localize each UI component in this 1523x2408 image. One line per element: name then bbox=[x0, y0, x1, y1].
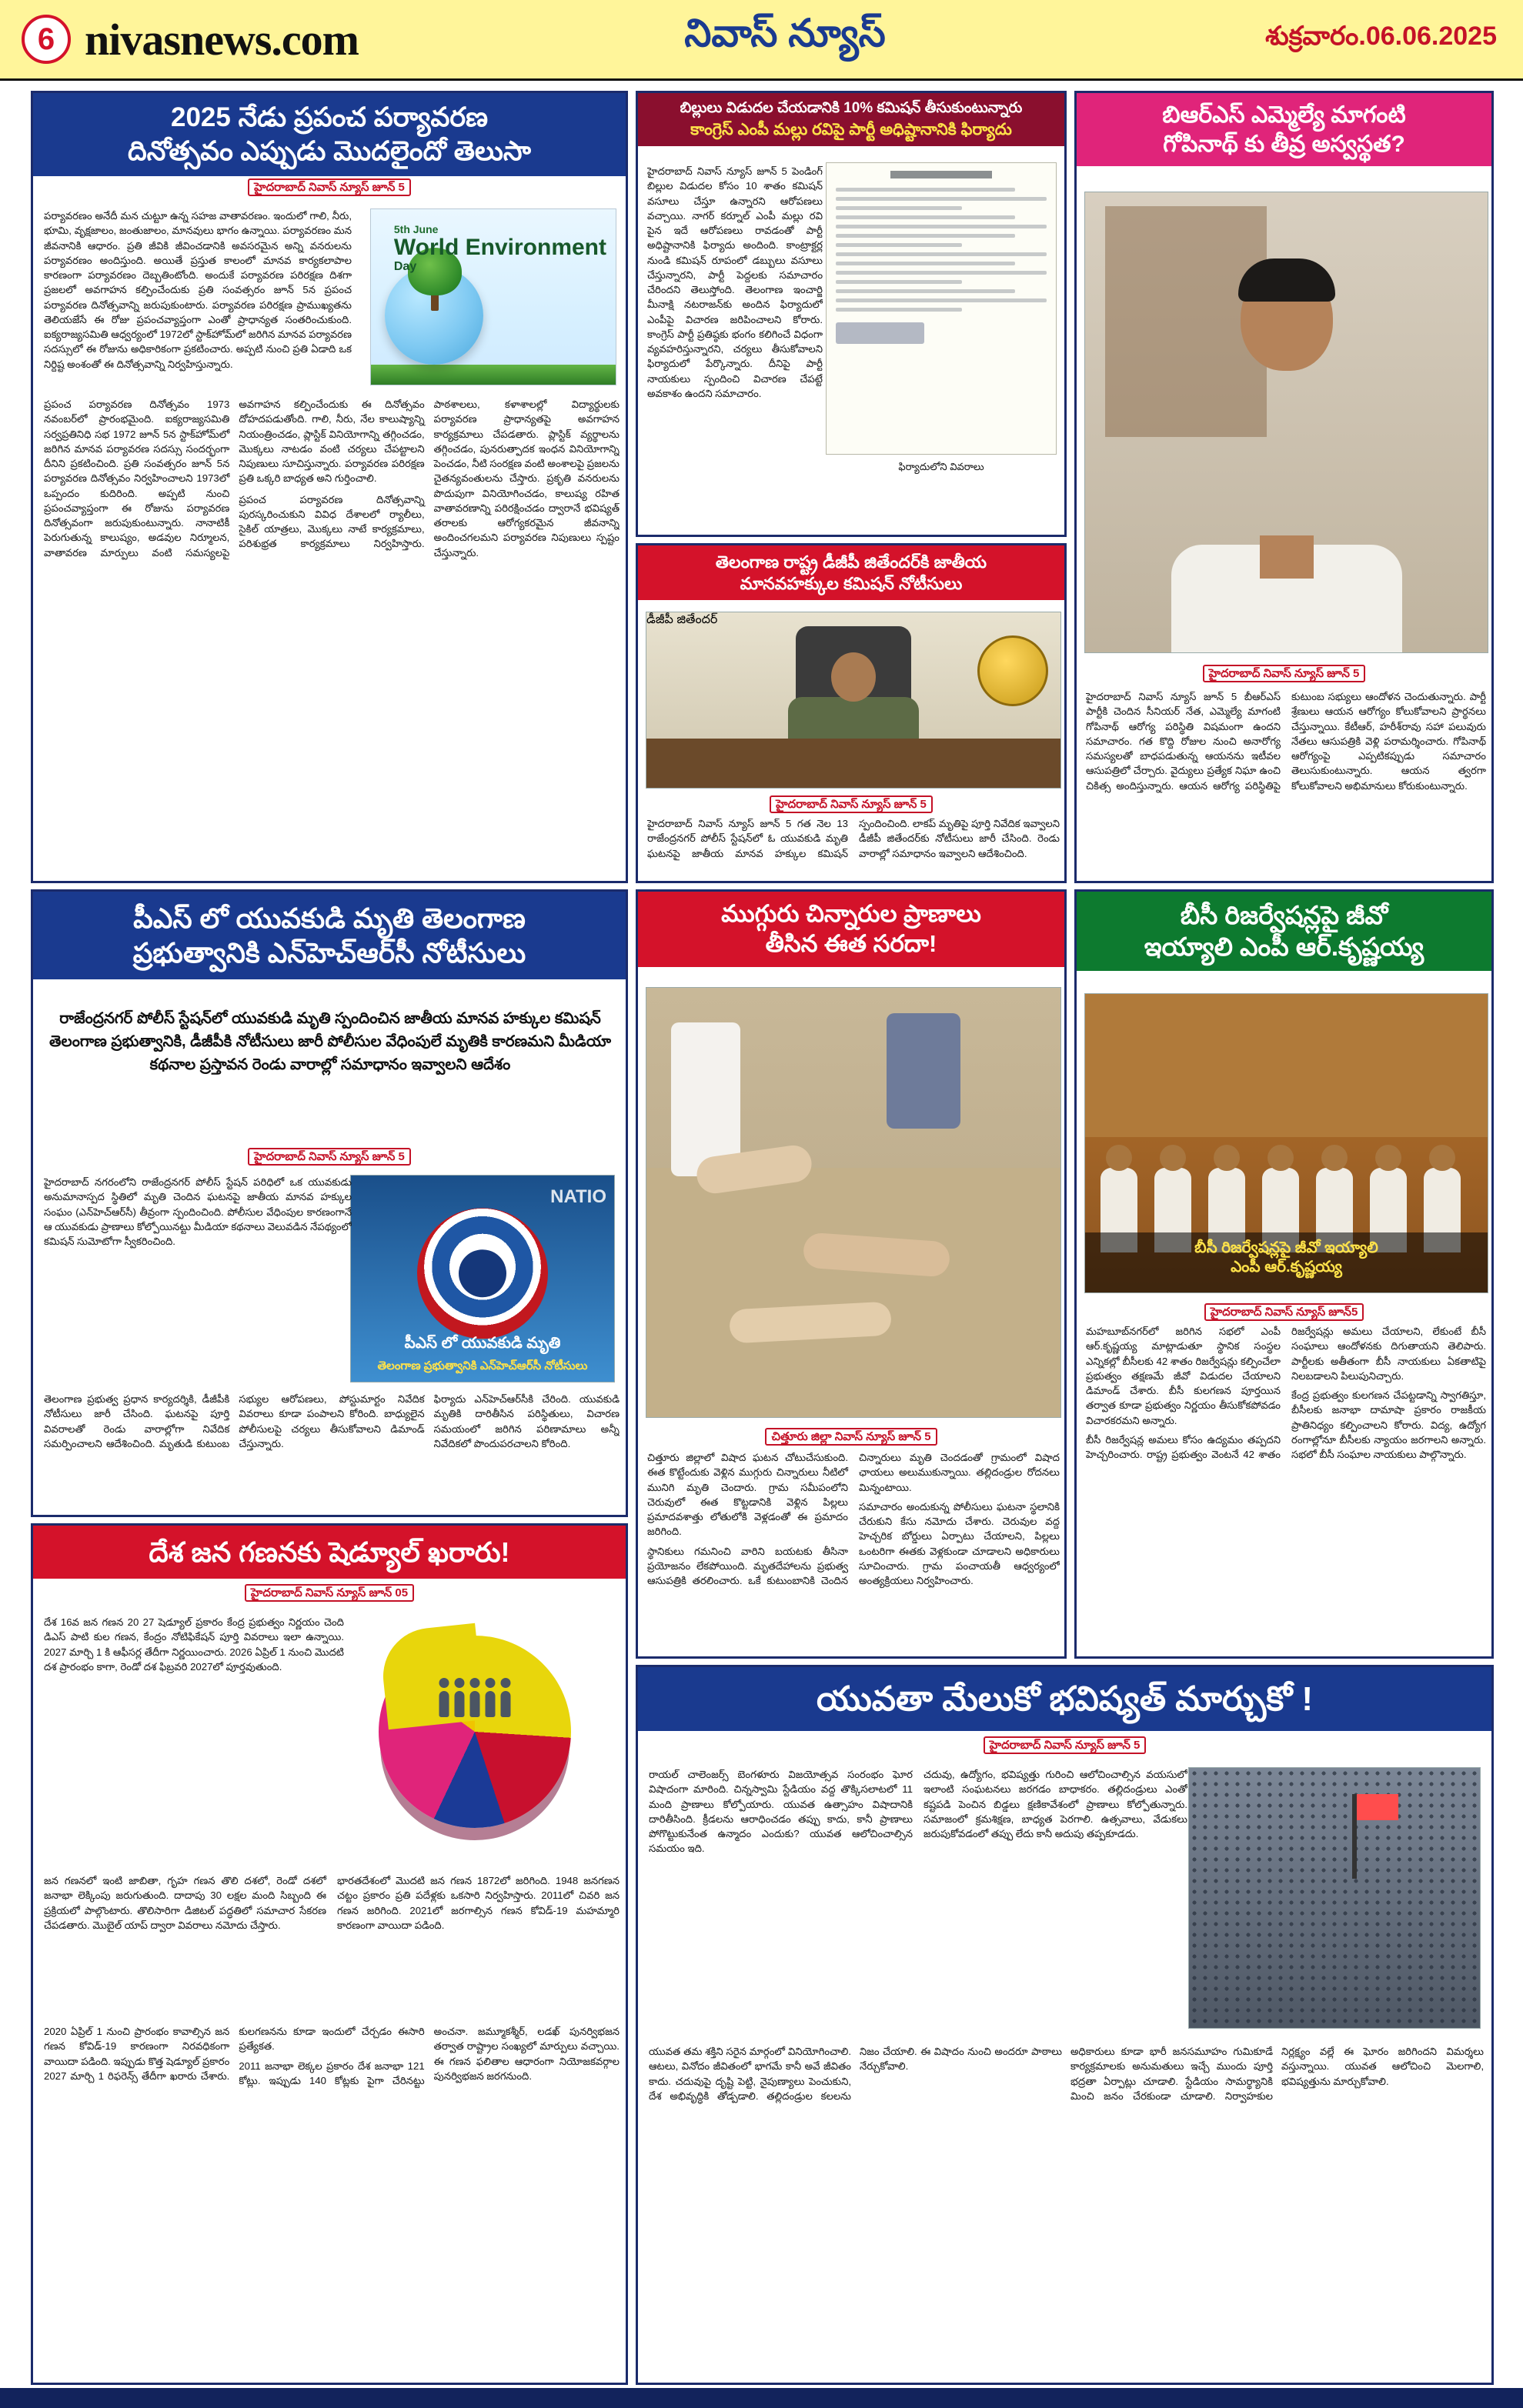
story-census-schedule bbox=[31, 1523, 628, 2385]
youth-body-col1: రాయల్ చాలెంజర్స్ బెంగళూరు విజయోత్సవ సంరంభం ఘోర విషాదంగా మారింది. చిన్నస్వామి స్టేడియం వద్ద తొక్కిసలాటలో 11 మంది ప్రాణాలు కోల్పోయారు. యువత ఉత్సాహం విషాదానికి దారితీసింది. క్రీడలను ఆరాధించడం తప్పు కాదు, కానీ ప్రాణాలు పోగొట్టుకునేంత ఉన్మాదం ఎందుకు? యువత ఆలోచించాల్సిన సమయం ఇది. bbox=[649, 1769, 913, 1855]
mla-headline-line1: బిఆర్ఎస్ ఎమ్మెల్యే మాగంటి bbox=[1162, 102, 1406, 128]
people-icons bbox=[439, 1691, 511, 1717]
graphic-title: World Environment bbox=[393, 235, 606, 260]
drown-headline-line1: ముగ్గురు చిన్నారుల ప్రాణాలు bbox=[721, 900, 981, 927]
nhrc-headline-line1: పీఎస్ లో యువకుడి మృతి తెలంగాణ bbox=[133, 902, 526, 934]
byline: హైదరాబాద్ నివాస్ న్యూస్ జూన్ 05 bbox=[33, 1586, 626, 1603]
story-children-drowned bbox=[636, 889, 1067, 1659]
bc-body-col2: బీసీ రిజర్వేషన్ల అమలు కోసం ఉద్యమం తప్పదని హెచ్చరించారు. రాష్ట్ర ప్రభుత్వం వెంటనే 42 శాతం రిజర్వేషన్లు అమలు చేయాలని, లేకుంటే బీసీ సంఘాలు ఆందోళనకు దిగుతాయని తెలిపారు. పార్టీలకు అతీతంగా బీసీ నాయకులు ఏకతాటిపై నిలబడాలని పిలుపునిచ్చారు. bbox=[1086, 1326, 1486, 1461]
youth-body-col3: యువత తమ శక్తిని సరైన మార్గంలో వినియోగించాలి. ఆటలు, వినోదం జీవితంలో భాగమే కానీ అవే జీవితం కాదు. చదువుపై దృష్టి పెట్టి, నైపుణ్యాలు పెంచుకుని, దేశ అభివృద్ధికి తోడ్పడాలి. తల్లిదండ్రుల కలలను నిజం చేయాలి. ఈ విషాదం నుంచి అందరూ పాఠాలు నేర్చుకోవాలి. bbox=[649, 2046, 1062, 2102]
paper-title: నివాస్ న్యూస్ bbox=[684, 12, 886, 55]
drown-body-col3: సమాచారం అందుకున్న పోలీసులు ఘటనా స్థలానికి చేరుకుని కేసు నమోదు చేశారు. చెరువుల వద్ద హెచ్చరిక బోర్డులు ఏర్పాటు చేయాలని, పిల్లలు ఒంటరిగా ఈతకు వెళ్లకుండా చూడాలని అధికారులు సూచించారు. గ్రామ పంచాయతీ ఆధ్వర్యంలో అంత్యక్రియలు నిర్వహించారు. bbox=[859, 1500, 1060, 1587]
byline: హైదరాబాద్ నివాస్ న్యూస్ జూన్ 5 bbox=[1077, 667, 1491, 683]
story-congress-mp-complaint bbox=[636, 91, 1067, 537]
masthead bbox=[0, 0, 1523, 81]
census-body-col2: జన గణనలో ఇంటి జాబితా, గృహ గణన తొలి దశలో, రెండో దశలో జనాభా లెక్కింపు జరుగుతుంది. దాదాపు 30 లక్షల మంది సిబ్బంది ఈ ప్రక్రియలో పాల్గొంటారు. తొలిసారిగా డిజిటల్ పద్ధతిలో సమాచార సేకరణ చేపడతారు. మొబైల్ యాప్ ద్వారా వివరాలు నమోదు చేస్తారు. bbox=[44, 1875, 326, 1931]
pie-shape bbox=[379, 1636, 571, 1828]
bc-headline-line1: బీసీ రిజర్వేషన్లపై జీవో bbox=[1180, 901, 1388, 929]
census-body-col4: 2020 ఏప్రిల్ 1 నుంచి ప్రారంభం కావాల్సిన జన గణన కోవిడ్-19 కారణంగా నిరవధికంగా వాయిదా పడింది. ఇప్పుడు కొత్త షెడ్యూల్ ప్రకారం 2027 మార్చి 1 రిఫరెన్స్ తేదీగా ఖరారు చేశారు. కులగణనను కూడా ఇందులో చేర్చడం ఈసారి ప్రత్యేకత. bbox=[44, 2026, 425, 2082]
graphic-subtitle: Day bbox=[393, 259, 417, 273]
byline: హైదరాబాద్ నివాస్ న్యూస్ జూన్ 5 bbox=[33, 1150, 626, 1166]
logo-main-text: పీఎస్ లో యువకుడి మృతి bbox=[404, 1335, 561, 1352]
nhrc-logo-photo bbox=[350, 1175, 615, 1382]
bc-meeting-photo bbox=[1084, 993, 1488, 1293]
census-pie-chart bbox=[336, 1615, 613, 1869]
byline: హైదరాబాద్ నివాస్ న్యూస్ జూన్ 5 bbox=[33, 181, 626, 197]
byline: చిత్తూరు జిల్లా నివాస్ న్యూస్ జూన్ 5 bbox=[638, 1430, 1064, 1446]
byline: హైదరాబాద్ నివాస్ న్యూస్ జూన్5 bbox=[1077, 1306, 1491, 1322]
env-headline-line2: దినోత్సవం ఎప్పుడు మొదలైందో తెలుసా bbox=[128, 135, 531, 166]
census-body-col3: భారతదేశంలో మొదటి జన గణన 1872లో జరిగింది. 1948 జనగణన చట్టం ప్రకారం ప్రతి పదేళ్లకు ఒకసారి నిర్వహిస్తారు. 2011లో చివరి జన గణన జరిగింది. 2021లో జరగాల్సిన గణన కోవిడ్-19 మహమ్మారి కారణంగా వాయిదా పడింది. bbox=[337, 1875, 620, 1931]
dgp-body: హైదరాబాద్ నివాస్ న్యూస్ జూన్ 5 గత నెల 13 రాజేంద్రనగర్ పోలీస్ స్టేషన్‌లో ఓ యువకుడి మృతి ఘటనపై జాతీయ మానవ హక్కుల కమిషన్ స్పందించింది. లాకప్ మృతిపై పూర్తి నివేదిక ఇవ్వాలని డీజీపీ జితేందర్‌కు నోటీసులు జారీ చేసింది. రెండు వారాల్లో సమాధానం ఇవ్వాలని ఆదేశించింది. bbox=[647, 818, 1060, 859]
nhrc-body-tail: ఫిర్యాదు ఎన్‌హెచ్‌ఆర్‌సీకి చేరింది. యువకుడి మృతికి దారితీసిన పరిస్థితులు, విచారణ సమయంలో జరిగిన పరిణామాలు అన్నీ నివేదికలో పొందుపరచాలని కోరింది. bbox=[433, 1393, 620, 1449]
story-dgp-nhrc-notice bbox=[636, 543, 1067, 883]
drown-body-col2: స్థానికులు గమనించి వారిని బయటకు తీసినా ప్రయోజనం లేకపోయింది. మృతదేహాలను ప్రభుత్వ ఆసుపత్రికి తరలించారు. ఒకే కుటుంబానికి చెందిన చిన్నారులు మృతి చెందడంతో గ్రామంలో విషాద ఛాయలు అలుముకున్నాయి. తల్లిదండ్రుల రోదనలు మిన్నంటాయి. bbox=[647, 1452, 1060, 1587]
mla-headline-line2: గోపినాథ్ కు తీవ్ర అస్వస్థత? bbox=[1163, 131, 1405, 157]
footer-bar bbox=[0, 2388, 1523, 2408]
youth-body-col4: అధికారులు కూడా భారీ జనసమూహం గుమికూడే కార్యక్రమాలకు అనుమతులు ఇచ్చే ముందు పూర్తి భద్రతా ఏర్పాట్లు చూడాలి. స్టేడియం సామర్థ్యానికి మించి జనం చేరకుండా చూడాలి. నిర్వాహకుల నిర్లక్ష్యం వల్లే ఈ ఘోరం జరిగిందని విమర్శలు వస్తున్నాయి. యువత ఆలోచించి మెలగాలి, భవిష్యత్తును మార్చుకోవాలి. bbox=[1070, 2046, 1484, 2102]
nhrc-body-col2: తెలంగాణ ప్రభుత్వ ప్రధాన కార్యదర్శికి, డీజీపీకి నోటీసులు జారీ చేసింది. ఘటనపై పూర్తి వివరాలతో రెండు వారాల్లోగా నివేదిక సమర్పించాలని ఆదేశించింది. మృతుడి కుటుంబ సభ్యుల ఆరోపణలు, పోస్టుమార్టం నివేదిక వివరాలు కూడా పంపాలని కోరింది. బాధ్యులైన పోలీసులపై చర్యలు తీసుకోవాలని డిమాండ్ చేస్తున్నారు. bbox=[44, 1393, 425, 1449]
bc-headline-line2: ఇయ్యాలి ఎంపీ ఆర్.కృష్ణయ్య bbox=[1144, 932, 1424, 962]
nhrc-body-col1: హైదరాబాద్ నగరంలోని రాజేంద్రనగర్ పోలీస్ స్టేషన్ పరిధిలో ఒక యువకుడు అనుమానాస్పద స్థితిలో మృతి చెందిన ఘటనపై జాతీయ మానవ హక్కుల సంఘం (ఎన్‌హెచ్‌ఆర్‌సీ) తీవ్రంగా స్పందించింది. పోలీసుల వేధింపుల కారణంగానే ఆ యువకుడు ప్రాణాలు కోల్పోయినట్టు మీడియా కథనాలు వెలువడిన నేపథ్యంలో కమిషన్ సుమోటోగా స్వీకరించింది. bbox=[44, 1176, 352, 1248]
stadium-crowd-photo bbox=[1188, 1767, 1481, 2029]
site-name: nivasnews.com bbox=[85, 14, 359, 65]
dgp-headline-line2: మానవహక్కుల కమిషన్ నోటీసులు bbox=[740, 573, 963, 593]
youth-body-col2: చదువు, ఉద్యోగం, భవిష్యత్తు గురించి ఆలోచించాల్సిన వయసులో ఇలాంటి సంఘటనలు జరగడం బాధాకరం. తల్లిదండ్రులు ఎంతో కష్టపడి పెంచిన బిడ్డలు క్షణికావేశంలో ప్రాణాలు కోల్పోతున్నారు. సమాజంలో క్రమశిక్షణ, బాధ్యత పెరగాలి. ఉత్సవాలు, వేడుకలు జరుపుకోవడంలో తప్పు లేదు కానీ అదుపు తప్పకూడదు. bbox=[923, 1769, 1187, 1840]
byline: హైదరాబాద్ నివాస్ న్యూస్ జూన్ 5 bbox=[638, 798, 1064, 814]
bc-body-col3: కేంద్ర ప్రభుత్వం కులగణన చేపట్టడాన్ని స్వాగతిస్తూ, బీసీలకు జనాభా దామాషా ప్రకారం రాజకీయ ప్రాతినిధ్యం కల్పించాలని కోరారు. విద్య, ఉద్యోగ రంగాల్లోనూ బీసీలకు న్యాయం జరగాలని అన్నారు. సభలో బీసీ సంఘాల నాయకులు పాల్గొన్నారు. bbox=[1291, 1389, 1486, 1461]
env-headline-line1: 2025 నేడు ప్రపంచ పర్యావరణ bbox=[171, 102, 488, 132]
byline: హైదరాబాద్ నివాస్ న్యూస్ జూన్ 5 bbox=[638, 1739, 1491, 1755]
mla-body: హైదరాబాద్ నివాస్ న్యూస్ జూన్ 5 బీఆర్ఎస్ పార్టీకి చెందిన సీనియర్ నేత, ఎమ్మెల్యే మాగంటి గోపినాథ్ ఆరోగ్య పరిస్థితి విషమంగా ఉందని సమాచారం. గత కొద్ది రోజుల నుంచి అనారోగ్య సమస్యలతో బాధపడుతున్న ఆయనను ఇటీవల ఆసుపత్రిలో చేర్చారు. వైద్యులు ప్రత్యేక నిఘా ఉంచి చికిత్స అందిస్తున్నారు. ఆయన ఆరోగ్య పరిస్థితిపై కుటుంబ సభ్యులు ఆందోళన చెందుతున్నారు. పార్టీ శ్రేణులు ఆయన ఆరోగ్యం కోలుకోవాలని ప్రార్థనలు చేస్తున్నాయి. కేటీఆర్, హరీశ్‌రావు సహా పలువురు నేతలు ఆసుపత్రికి వెళ్లి పరామర్శించారు. గోపినాథ్ ఆరోగ్యంపై ఎప్పటికప్పుడు సమాచారం తెలుసుకుంటున్నారు. ఆయన త్వరగా కోలుకోవాలని అభిమానులు కోరుకుంటున్నారు. bbox=[1086, 691, 1486, 792]
photo-banner-text: బీసీ రిజర్వేషన్లపై జీవో ఇయ్యాలి ఎంపీ ఆర్.కృష్ణయ్య bbox=[1085, 1232, 1488, 1292]
dgp-photo bbox=[646, 612, 1061, 789]
graphic-date: 5th June bbox=[393, 223, 439, 235]
logo-sub-text: తెలంగాణ ప్రభుత్వానికి ఎన్‌హెచ్‌ఆర్‌సీ నోటీసులు bbox=[377, 1359, 588, 1372]
page-number-logo: 6 bbox=[22, 15, 71, 64]
nhrc-emblem-icon bbox=[417, 1208, 548, 1339]
signature-mark bbox=[836, 322, 924, 344]
census-body-col1: దేశ 16వ జన గణన 20 27 షెడ్యూల్ ప్రకారం కేంద్ర ప్రభుత్వం నిర్ణయం చెంది డిఎస్ పాటి కుల గణన, కేంద్రం నోటిఫికేషన్ పూర్తి వివరాలు ఇలా ఉన్నాయి. 2027 మార్చి 1 కి ఆఫీసర్ల తేదీగా నిర్ణయించారు. 2026 ఏప్రిల్ 1 నుంచి మొదటి దశ ప్రారంభం కాగా, రెండో దశ ఫిబ్రవరి 2027లో పూర్తవుతుంది. bbox=[44, 1616, 344, 1673]
photo-caption: డీజీపీ జితేందర్ bbox=[646, 613, 718, 626]
congress-body: హైదరాబాద్ నివాస్ న్యూస్ జూన్ 5 పెండింగ్ బిల్లుల విడుదల కోసం 10 శాతం కమిషన్ వసూలు చేస్తూ ఉన్నారని ఆరోపణలు వచ్చాయి. నాగర్ కర్నూల్ ఎంపీ మల్లు రవి పైన ఇదే ఆరోపణలు రావడంతో పార్టీ అధిష్టానానికి ఫిర్యాదు అందింది. కాంట్రాక్టర్ల నుండి కమిషన్ రూపంలో డబ్బులు వసూలు చేస్తున్నారని, పార్టీ పెద్దలకు సమాచారం చేరిందని తెలుస్తోంది. తెలంగాణ ఇంచార్జి మీనాక్షి నటరాజన్‌కు అందిన ఫిర్యాదులో ఎంపీపై విచారణ జరిపించాలని కోరారు. కాంగ్రెస్ పార్టీ ప్రతిష్ఠకు భంగం కలిగించే విధంగా వ్యవహరిస్తున్నారని, చర్యలు తీసుకోవాలని ఫిర్యాదులో పేర్కొన్నారు. దీనిపై పార్టీ నాయకులు స్పందించి విచారణ చేపట్టే అవకాశం ఉందని సమాచారం. bbox=[647, 165, 823, 399]
drowning-scene-photo bbox=[646, 987, 1061, 1418]
env-body-col2: ప్రపంచ పర్యావరణ దినోత్సవం 1973 నవంబర్‌లో ప్రారంభమైంది. ఐక్యరాజ్యసమితి సర్వప్రతినిధి సభ 1972 జూన్ 5న స్టాక్‌హోమ్‌లో జరిగిన మానవ పర్యావరణ సదస్సు సందర్భంగా దీనిని ప్రకటించింది. ప్రతి సంవత్సరం జూన్ 5న పర్యావరణ దినోత్సవం నిర్వహించాలని 1973లో ఒప్పందం కుదిరింది. అప్పటి నుంచి ప్రపంచవ్యాప్తంగా ఈ రోజును పర్యావరణ దినోత్సవంగా జరుపుకుంటున్నారు. నానాటికీ పెరుగుతున్న కాలుష్యం, అడవుల నిర్మూలన, వాతావరణ మార్పులు వంటి సమస్యలపై అవగాహన కల్పించేందుకు ఈ దినోత్సవం దోహదపడుతోంది. గాలి, నీరు, నేల కాలుష్యాన్ని నియంత్రించడం, ప్లాస్టిక్ వినియోగాన్ని తగ్గించడం, మొక్కలు నాటడం వంటి చర్యలు చేపట్టాలని నిపుణులు సూచిస్తున్నారు. పర్యావరణ పరిరక్షణ ప్రతి ఒక్కరి బాధ్యత అని గుర్తించాలి. bbox=[44, 399, 425, 559]
bc-body-col1: మహబూబ్‌నగర్‌లో జరిగిన సభలో ఎంపీ ఆర్.కృష్ణయ్య మాట్లాడుతూ స్థానిక సంస్థల ఎన్నికల్లో బీసీలకు 42 శాతం రిజర్వేషన్లు కల్పించేలా ప్రభుత్వం తక్షణమే జీవో విడుదల చేయాలని డిమాండ్ చేశారు. బీసీ కులగణన పూర్తయిన తర్వాత కూడా ప్రభుత్వం నిర్ణయం తీసుకోకపోవడం విచారకరమని అన్నారు. bbox=[1086, 1326, 1281, 1426]
env-body-intro: పర్యావరణం అనేదీ మన చుట్టూ ఉన్న సహజ వాతావరణం. ఇందులో గాలి, నీరు, భూమి, వృక్షజాలం, జంతుజాలం, మానవులు భాగం ఉన్నాయి. పర్యావరణం మన జీవనానికి ఆధారం. ప్రతి జీవికి జీవించడానికి అవసరమైన అన్ని వనరులను పర్యావరణం అందిస్తుంది. అయితే ప్రస్తుత కాలంలో మానవ కార్యకలాపాల కారణంగా పర్యావరణం దెబ్బతింటోంది. అందుకే పర్యావరణ పరిరక్షణ దిశగా ప్రజలలో అవగాహన కల్పించేందుకు ప్రతి సంవత్సరం జూన్ 5న ప్రపంచ పర్యావరణ దినోత్సవాన్ని జరుపుకుంటారు. పర్యావరణ పరిరక్షణ ప్రాముఖ్యతను తెలియజేసే ఈ రోజు ప్రపంచవ్యాప్తంగా ఎంతో ప్రాధాన్యత సంతరించుకుంది. ఐక్యరాజ్యసమితి ఆధ్వర్యంలో 1972లో స్టాక్‌హోమ్‌లో జరిగిన మానవ పర్యావరణ సదస్సులో ఈ రోజును అధికారికంగా ప్రకటించారు. అప్పటి నుంచి ప్రతి ఏడాది ఒక నిర్దిష్ట అంశంతో ఈ దినోత్సవాన్ని నిర్వహిస్తున్నారు. bbox=[44, 210, 352, 370]
drown-body-col1: చిత్తూరు జిల్లాలో విషాద ఘటన చోటుచేసుకుంది. ఈత కొట్టేందుకు వెళ్లిన ముగ్గురు చిన్నారులు నీటిలో మునిగి మృతి చెందారు. గ్రామ సమీపంలోని చెరువులో ఈత కొట్టడానికి వెళ్లిన పిల్లలు ప్రమాదవశాత్తు లోతులోకి వెళ్లడంతో ఈ ప్రమాదం జరిగింది. bbox=[647, 1452, 848, 1538]
congress-headline-line2: కాంగ్రెస్ ఎంపీ మల్లు రవిపై పార్టీ అధిష్టానానికి ఫిర్యాదు bbox=[690, 120, 1012, 138]
census-body-col5: 2011 జనాభా లెక్కల ప్రకారం దేశ జనాభా 121 కోట్లు. ఇప్పుడు 140 కోట్లకు పైగా చేరినట్టు అంచనా. జమ్మూకశ్మీర్, లడఖ్ పునర్విభజన తర్వాత రాష్ట్రాల సంఖ్యలో మార్పులు వచ్చాయి. ఈ గణన ఫలితాల ఆధారంగా నియోజకవర్గాల పునర్విభజన జరగనుంది. bbox=[239, 2026, 620, 2086]
police-emblem-icon bbox=[977, 635, 1048, 706]
congress-headline-line1: బిల్లులు విడుదల చేయడానికి 10% కమిషన్ తీసుకుంటున్నారు bbox=[680, 100, 1023, 116]
drown-headline-line2: తీసిన ఈత సరదా! bbox=[765, 929, 937, 957]
story-bc-reservation bbox=[1074, 889, 1494, 1659]
edition-date: శుక్రవారం.06.06.2025 bbox=[1265, 22, 1497, 51]
census-headline: దేశ జన గణనకు షెడ్యూల్ ఖరారు! bbox=[149, 1536, 510, 1568]
complaint-letter-scan bbox=[826, 162, 1057, 455]
env-body-col3: ప్రపంచ పర్యావరణ దినోత్సవాన్ని పురస్కరించుకుని వివిధ దేశాలలో ర్యాలీలు, సైకిల్ యాత్రలు, మొక్కలు నాటే కార్యక్రమాలు, పరిశుభ్రత కార్యక్రమాలు నిర్వహిస్తారు. పాఠశాలలు, కళాశాలల్లో విద్యార్థులకు పర్యావరణ ప్రాధాన్యతపై అవగాహన కార్యక్రమాలు చేపడతారు. ప్లాస్టిక్ వ్యర్థాలను తగ్గించడం, పునరుత్పాదక ఇంధన వినియోగాన్ని పెంచడం, నీటి సంరక్షణ వంటి అంశాలపై ప్రజలను చైతన్యవంతులను చేస్తారు. ప్రకృతి వనరులను పొదుపుగా వినియోగించడం, కాలుష్య రహిత వాతావరణాన్ని పరిరక్షించడం ద్వారానే భవిష్యత్ తరాలకు ఆరోగ్యకరమైన జీవనాన్ని అందించగలమని పర్యావరణ నిపుణులు స్పష్టం చేస్తున్నారు. bbox=[239, 399, 620, 559]
dgp-headline-line1: తెలంగాణ రాష్ట్ర డీజీపీ జితేందర్‌కి జాతీయ bbox=[715, 552, 987, 572]
story-nhrc-notice bbox=[31, 889, 628, 1517]
logo-top-text: NATIO bbox=[550, 1186, 606, 1207]
nhrc-subhead: రాజేంద్రనగర్ పోలీస్ స్టేషన్‌లో యువకుడి మృతి స్పందించిన జాతీయ మానవ హక్కుల కమిషన్ తెలంగాణ ప్రభుత్వానికి, డీజీపీకి నోటీసులు జారీ పోలీసుల వేధింపులే మృతికి కారణమని మీడియా కథనాల ప్రస్తావన రెండు వారాల్లో సమాధానం ఇవ్వాలని ఆదేశం bbox=[49, 1010, 611, 1073]
story-brs-mla-health bbox=[1074, 91, 1494, 883]
nhrc-headline-line2: ప్రభుత్వానికి ఎన్‌హెచ్‌ఆర్‌సీ నోటీసులు bbox=[132, 937, 526, 969]
grass-shape bbox=[371, 365, 616, 385]
letter-caption: ఫిర్యాదులోని వివరాలు bbox=[898, 461, 984, 472]
mla-portrait-photo bbox=[1084, 192, 1488, 653]
flag-icon bbox=[1352, 1794, 1357, 1879]
story-youth-wake-up bbox=[636, 1665, 1494, 2385]
world-environment-day-graphic bbox=[370, 208, 616, 385]
youth-headline: యువతా మేలుకో భవిష్యత్ మార్చుకో ! bbox=[816, 1680, 1314, 1718]
story-environment-day bbox=[31, 91, 628, 883]
